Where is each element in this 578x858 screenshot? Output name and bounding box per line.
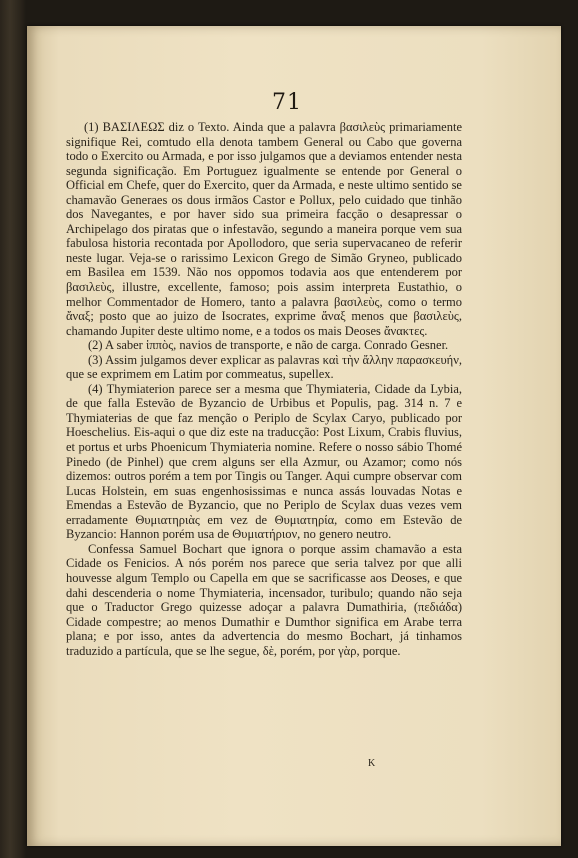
page-number: 71 (272, 90, 302, 115)
footnote-4: (4) Thymiaterion parece ser a mesma que Thymiateria, Cidade da Lybia, de que falla Estevão de Byzancio de Urbibus et Populis, pag. 314 n. 7 e Thymiaterias de que faz menção o Periplo de Scylax Caryo, publicado por Hoeschelius. Eis-aqui o que diz este na traducção: Post Lixum, Crabis fluvius, et portus et urbs Phoenicum Thymiateria nomine. Refere o nosso sábio Thomé Pinedo (de Pinhel) que crem alguns ser ella Azmur, ou Azamor; como nós dizemos: outros porém a tem por Tingis ou Tanger. Aqui cumpre observar com Lucas Holstein, em suas engenhosissimas e nunca assás louvadas Notas e Emendas a Estevão de Byzancio, que no Periplo de Scylax duas vezes vem erradamente Θυμιατηριὰς em vez de Θυμιατηρία, como em Estevão de Byzancio: Hannon porém usa de Θυμιατήριον, no genero neutro. (66, 381, 462, 542)
signature-mark: K (368, 758, 376, 769)
footnote-3: (3) Assim julgamos dever explicar as palavras καὶ τὴν ἄλλην παρασκευήν, que se exprimem em Latim por commeatus, supellex. (66, 352, 462, 382)
footnotes-body (66, 120, 462, 658)
footnote-4-continuation: Confessa Samuel Bochart que ignora o porque assim chamavão a esta Cidade os Fenicios. A nós porém nos parece que seria talvez por que alli houvesse algum Templo ou Capella em que se sacrificasse aos Deoses, e que dahi descenderia o nome Thymiateria, incensador, turibulo; quando não seja que o Traductor Grego quizesse adoçar a palavra Dumathiria, (πεδιάδα) Cidade compestre; ao menos Dumathir e Dumthor significa em Arabe terra plana; e por isso, antes da advertencia do mesmo Bochart, já tinhamos traduzido a partícula, que se lhe segue, δὲ, porém, por γὰρ, porque. (66, 541, 462, 658)
footnote-1: (1) ΒΑΣΙΛΕΩΣ diz o Texto. Ainda que a palavra βασιλεὺς primariamente signifique Rei, comtudo ella denota tambem General ou Cabo que governa todo o Exercito ou Armada, e por isso julgamos que a deviamos entender nesta segunda significação. Em Portuguez igualmente se entende por General o Official em Chefe, quer do Exercito, quer da Armada, e neste ultimo sentido se chamavão Generaes os dous irmãos Castor e Pollux, pelo cuidado que tinhão dos Navegantes, e por haver sido sua primeira facção o desapressar o Archipelago dos piratas que o infestavão, segundo a maneira porque vem sua fabulosa historia recontada por Apollodoro, que seria supervacaneo de referir neste lugar. Veja-se o rarissimo Lexicon Grego de Simão Gryneo, publicado em Basilea em 1539. Não nos oppomos todavia aos que entenderem por βασιλεὺς, illustre, excellente, famoso; pois assim interpreta Eustathio, o melhor Commentador de Homero, tanto a palavra βασιλεὺς, como o termo ἄναξ; posto que ao juizo de Isocrates, exprime ἄναξ menos que βασιλεὺς, chamando Jupiter deste ultimo nome, e a todos os mais Deoses ἄνακτες. (66, 120, 462, 338)
footnote-2: (2) A saber ἱππὸς, navios de transporte, e não de carga. Conrado Gesner. (88, 338, 449, 353)
